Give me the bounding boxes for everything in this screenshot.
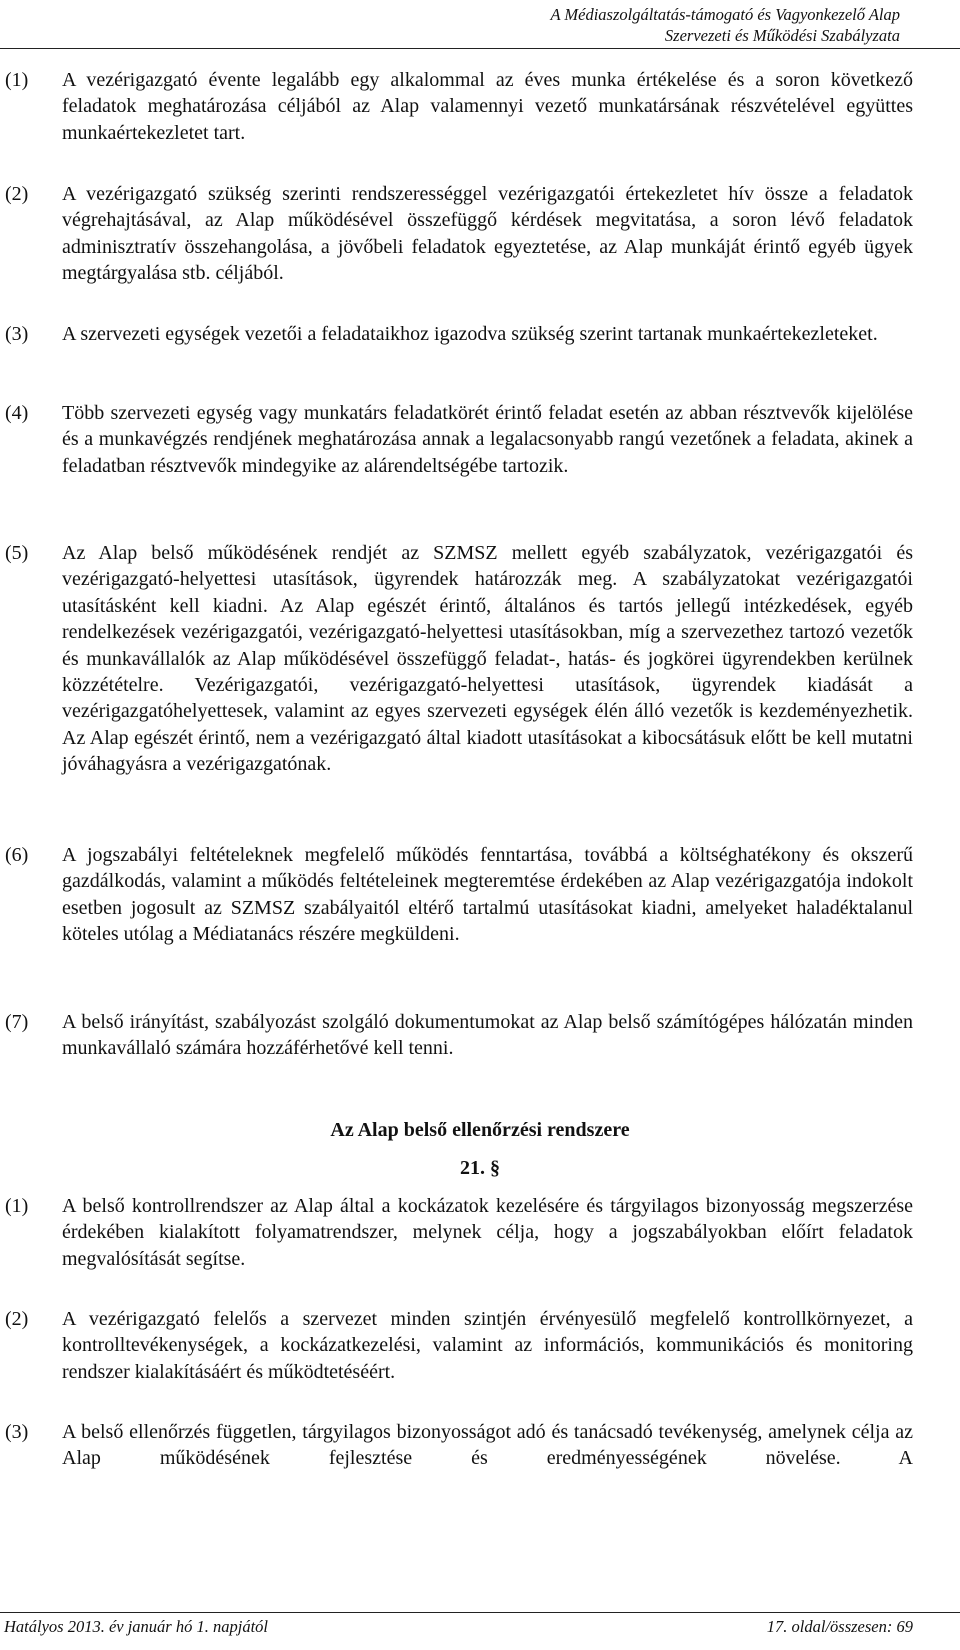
paragraph-5 — [0, 540, 960, 778]
footer-page-number: 17. oldal/összesen: 69 — [766, 1617, 913, 1636]
header-document-title: Szervezeti és Működési Szabályzata — [664, 26, 900, 45]
paragraph-number: (1) — [5, 1195, 29, 1217]
section-number: 21. § — [460, 1157, 500, 1179]
paragraph-1 — [0, 67, 960, 146]
paragraph-text: A belső irányítást, szabályozást szolgáló dokumentumokat az Alap belső számítógépes hálózatán minden munkavállaló számára hozzáférhetővé kell tenni. — [62, 1011, 913, 1060]
paragraph-text: Az Alap belső működésének rendjét az SZMSZ mellett egyéb szabályzatok, vezérigazgatói és vezérigazgató-helyettesi utasítások, ügyrendek határozzák meg. A szabályzatokat vezérigazgatói utasításként kell kiadni. Az Alap egészét érintő, általános és tartós jellegű intézkedések, egyéb rendelkezések vezérigazgatói, vezérigazgató-helyettesi utasításokban, míg a szervezethez tartozó vezetők és munkavállalók az Alap működésével összefüggő feladat-, hatás- és jogkörei ügyrendekben kerülnek közzétételre. Vezérigazgatói, vezérigazgató-helyettesi utasítások, ügyrendek kiadását a vezérigazgatóhelyettesek, valamint az egyes szervezeti egységek élén álló vezetők is kezdeményezhetik. Az Alap egészét érintő, nem a vezérigazgató által kiadott utasításokat a kibocsátásuk előtt be kell mutatni jóváhagyásra a vezérigazgatónak. — [62, 542, 913, 776]
paragraph-6 — [0, 842, 960, 948]
paragraph-text: A belső ellenőrzés független, tárgyilagos bizonyosságot adó és tanácsadó tevékenység, amelynek célja az Alap működésének fejlesztése és eredményességének növelése. A — [62, 1421, 913, 1470]
paragraph-number: (3) — [5, 1421, 29, 1443]
paragraph-7 — [0, 1009, 960, 1062]
paragraph-number: (2) — [5, 1308, 29, 1330]
section-heading: Az Alap belső ellenőrzési rendszere — [330, 1119, 630, 1141]
page-header — [550, 4, 900, 46]
paragraph-2 — [0, 181, 960, 287]
header-divider — [0, 48, 960, 49]
paragraph-number: (4) — [5, 402, 29, 424]
section-21-paragraph-3 — [0, 1419, 960, 1472]
paragraph-number: (3) — [5, 323, 29, 345]
section-21-paragraph-1 — [0, 1193, 960, 1272]
header-organization: A Médiaszolgáltatás-támogató és Vagyonkezelő Alap — [550, 5, 900, 24]
paragraph-number: (7) — [5, 1011, 29, 1033]
paragraph-text: A vezérigazgató évente legalább egy alkalommal az éves munka értékelése és a soron következő feladatok meghatározása céljából az Alap valamennyi vezető munkatársának részvételével együttes munkaértekezletet tart. — [62, 69, 913, 144]
paragraph-number: (5) — [5, 542, 29, 564]
paragraph-4 — [0, 400, 960, 479]
paragraph-text: A belső kontrollrendszer az Alap által a kockázatok kezelésére és tárgyilagos bizonyosság megszerzése érdekében kialakított folyamatrendszer, melynek célja, hogy a jogszabályokban előírt feladatok megvalósítását segítse. — [62, 1195, 913, 1270]
paragraph-text: A vezérigazgató felelős a szervezet minden szintjén érvényesülő megfelelő kontrollkörnyezet, a kontrolltevékenységek, a kockázatkezelési, valamint az információs, kommunikációs és monitoring rendszer kialakításáért és működtetéséért. — [62, 1308, 913, 1383]
paragraph-3 — [0, 321, 960, 347]
paragraph-text: A vezérigazgató szükség szerinti rendszerességgel vezérigazgatói értekezletet hív össze a feladatok végrehajtásával, az Alap működésével összefüggő kérdések megvitatása, a soron lévő feladatok adminisztratív összehangolása, a jövőbeli feladatok egyeztetése, az Alap munkáját érintő egyéb ügyek megtárgyalása stb. céljából. — [62, 183, 913, 285]
section-21-paragraph-2 — [0, 1306, 960, 1385]
footer-divider — [0, 1612, 960, 1613]
paragraph-text: A jogszabályi feltételeknek megfelelő működés fenntartása, továbbá a költséghatékony és okszerű gazdálkodás, valamint a működés feltételeinek megteremtése érdekében az Alap vezérigazgatója indokolt esetben jogosult az SZMSZ szabályaitól eltérő tartalmú utasításokat kiadni, amelyeket haladéktalanul köteles utólag a Médiatanács részére megküldeni. — [62, 844, 913, 946]
footer-effective-date: Hatályos 2013. év január hó 1. napjától — [4, 1617, 268, 1636]
paragraph-number: (1) — [5, 69, 29, 91]
paragraph-number: (6) — [5, 844, 29, 866]
paragraph-text: Több szervezeti egység vagy munkatárs feladatkörét érintő feladat esetén az abban résztvevők kijelölése és a munkavégzés rendjének meghatározása annak a legalacsonyabb rangú vezetőnek a feladata, akinek a feladatban résztvevők mindegyike az alárendeltségébe tartozik. — [62, 402, 913, 477]
paragraph-number: (2) — [5, 183, 29, 205]
paragraph-text: A szervezeti egységek vezetői a feladataikhoz igazodva szükség szerint tartanak munkaértekezleteket. — [62, 323, 878, 345]
